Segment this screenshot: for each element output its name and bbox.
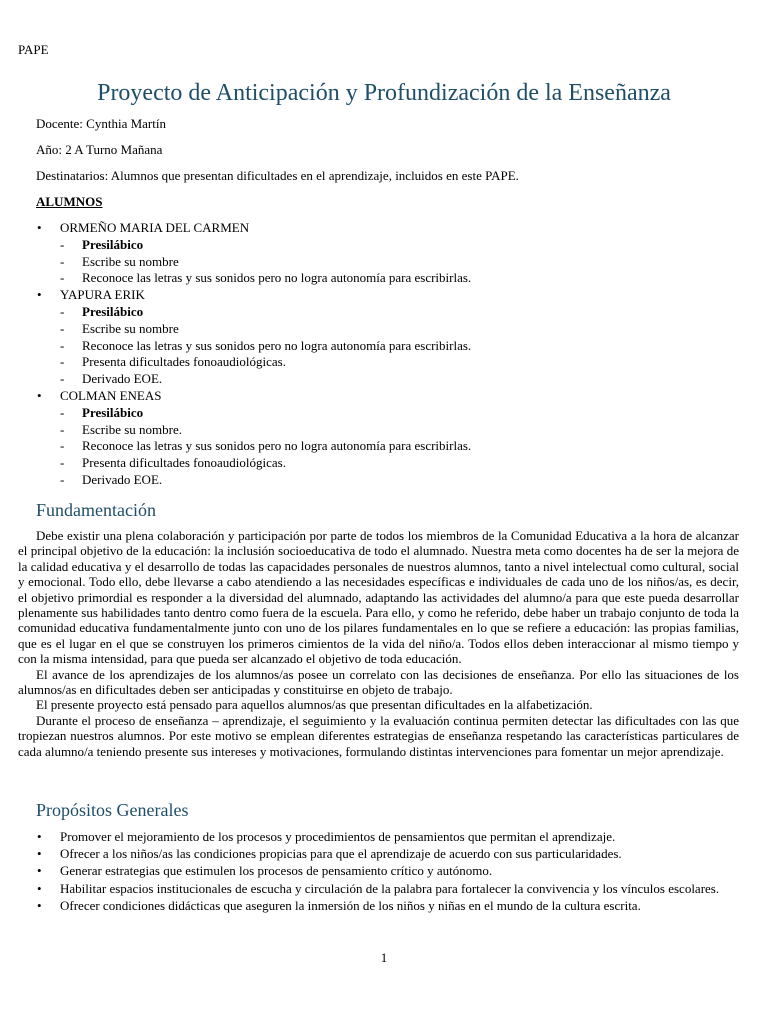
anio-line: Año: 2 A Turno Mañana — [36, 142, 163, 157]
student-level-text: Presilábico — [82, 404, 144, 420]
student-level-text: Presilábico — [82, 236, 144, 252]
student-detail — [36, 354, 736, 371]
propositos-list — [36, 828, 739, 914]
student-detail-text: Reconoce las letras y sus sonidos pero no logra autonomía para escribirlas. — [82, 270, 472, 286]
dash-icon: - — [60, 421, 65, 437]
fundamentacion-paragraph: El presente proyecto está pensado para aquellos alumnos/as que presentan dificultades en la alfabetización. — [36, 697, 593, 713]
fundamentacion-body — [18, 528, 739, 759]
proposito-text: Ofrecer condiciones didácticas que aseguren la inmersión de los niños y niñas en el mundo de la cultura escrita. — [60, 897, 641, 913]
fundamentacion-paragraph: El avance de los aprendizajes de los alumnos/as posee un correlato con las decisiones de enseñanza. Por ello las situaciones de los alumnos/as en dificultades deben ser anticipadas y constituirse en objeto de trabajo. — [18, 666, 739, 698]
student-detail-text: Presenta dificultades fonoaudiológicas. — [82, 455, 286, 471]
student-detail-text: Escribe su nombre — [82, 320, 179, 336]
bullet-icon: • — [37, 880, 42, 896]
students-heading: ALUMNOS — [36, 194, 103, 209]
dash-icon: - — [60, 438, 65, 454]
dash-icon: - — [60, 471, 65, 487]
student-detail — [36, 338, 736, 355]
bullet-icon: • — [37, 846, 42, 862]
proposito-text: Generar estrategias que estimulen los procesos de pensamiento crítico y autónomo. — [60, 863, 493, 879]
students-list — [36, 220, 736, 489]
student-detail-text: Reconoce las letras y sus sonidos pero no logra autonomía para escribirlas. — [82, 438, 472, 454]
fundamentacion-heading: Fundamentación — [36, 500, 156, 520]
dash-icon: - — [60, 320, 65, 336]
student-level — [36, 237, 736, 254]
proposito-item — [36, 880, 739, 897]
student-detail — [36, 472, 736, 489]
dash-icon: - — [60, 455, 65, 471]
student-name — [36, 388, 736, 405]
header-tag: PAPE — [18, 42, 49, 57]
bullet-icon: • — [37, 287, 42, 303]
student-detail — [36, 422, 736, 439]
student-name-text: YAPURA ERIK — [60, 287, 145, 303]
student-name — [36, 220, 736, 237]
student-name — [36, 287, 736, 304]
student-level — [36, 304, 736, 321]
student-detail — [36, 438, 736, 455]
proposito-item — [36, 897, 739, 914]
proposito-item — [36, 828, 739, 845]
dash-icon: - — [60, 337, 65, 353]
fundamentacion-paragraph: Durante el proceso de enseñanza – aprendizaje, el seguimiento y la evaluación continua permiten detectar las dificultades con las que tropiezan nuestros alumnos. Por este motivo se emplean diferentes estrategias de enseñanza respetando las características particulares de cada alumno/a teniendo presente sus intereses y motivaciones, formulando distintas intervenciones para fomentar un mejor aprendizaje. — [18, 712, 739, 759]
dash-icon: - — [60, 270, 65, 286]
student-detail-text: Derivado EOE. — [82, 471, 163, 487]
bullet-icon: • — [37, 220, 42, 235]
student-detail-text: Reconoce las letras y sus sonidos pero no logra autonomía para escribirlas. — [82, 337, 472, 353]
page-number: 1 — [380, 950, 388, 965]
student-detail-text: Escribe su nombre — [82, 253, 179, 269]
student-detail — [36, 254, 736, 271]
destinatarios-line: Destinatarios: Alumnos que presentan dificultades en el aprendizaje, incluidos en este PAPE. — [36, 168, 519, 183]
docente-line: Docente: Cynthia Martín — [36, 116, 166, 131]
student-detail — [36, 455, 736, 472]
dash-icon: - — [60, 303, 65, 319]
dash-icon: - — [60, 253, 65, 269]
bullet-icon: • — [37, 387, 42, 403]
bullet-icon: • — [37, 863, 42, 879]
bullet-icon: • — [37, 897, 42, 913]
dash-icon: - — [60, 404, 65, 420]
fundamentacion-paragraph: Debe existir una plena colaboración y participación por parte de todos los miembros de la Comunidad Educativa a la hora de alcanzar el principal objetivo de la educación: la inclusión socioeducativa de todo el alumnado. Nuestra meta como docentes ha de ser la mejora de la calidad educativa y el desarrollo de todas las capacidades personales de nuestros alumnos, tanto a nivel intelectual como cultural, social y emocional. Todo ello, debe llevarse a cabo atendiendo a las necesidades específicas e individuales de cada uno de los niños/as, es decir, el objetivo primordial es responder a la diversidad del alumnado, adaptando las actividades del alumno/a para que este pueda desarrollar plenamente sus habilidades tanto dentro como fuera de la escuela. Para ello, y como he referido, debe haber un trabajo conjunto de toda la comunidad educativa fundamentalmente junto con uno de los pilares fundamentales en lo que se refiere a educación: las propias familias, que es el lugar en el que se construyen los primeros cimientos de la vida del niño/a. Todos ellos deben interaccionar al mismo tiempo y con la misma intensidad, para que pueda ser alcanzado el objetivo de toda educación. — [18, 528, 739, 667]
proposito-item — [36, 862, 739, 879]
student-detail-text: Escribe su nombre. — [82, 421, 183, 437]
propositos-heading: Propósitos Generales — [36, 800, 189, 820]
document-title: Proyecto de Anticipación y Profundización de la Enseñanza — [97, 80, 671, 106]
proposito-item — [36, 845, 739, 862]
student-detail-text: Presenta dificultades fonoaudiológicas. — [82, 354, 286, 370]
student-detail — [36, 371, 736, 388]
proposito-text: Promover el mejoramiento de los procesos y procedimientos de pensamientos que permitan el aprendizaje. — [60, 829, 616, 844]
student-name-text: ORMEÑO MARIA DEL CARMEN — [60, 220, 250, 235]
student-detail — [36, 321, 736, 338]
dash-icon: - — [60, 354, 65, 370]
proposito-text: Ofrecer a los niños/as las condiciones propicias para que el aprendizaje de acuerdo con sus particularidades. — [60, 846, 622, 862]
student-level — [36, 405, 736, 422]
proposito-text: Habilitar espacios institucionales de escucha y circulación de la palabra para fortalecer la convivencia y los vínculos escolares. — [60, 880, 720, 896]
student-level-text: Presilábico — [82, 303, 144, 319]
dash-icon: - — [60, 236, 65, 252]
student-detail — [36, 270, 736, 287]
dash-icon: - — [60, 371, 65, 387]
bullet-icon: • — [37, 829, 42, 844]
student-name-text: COLMAN ENEAS — [60, 387, 162, 403]
student-detail-text: Derivado EOE. — [82, 371, 163, 387]
